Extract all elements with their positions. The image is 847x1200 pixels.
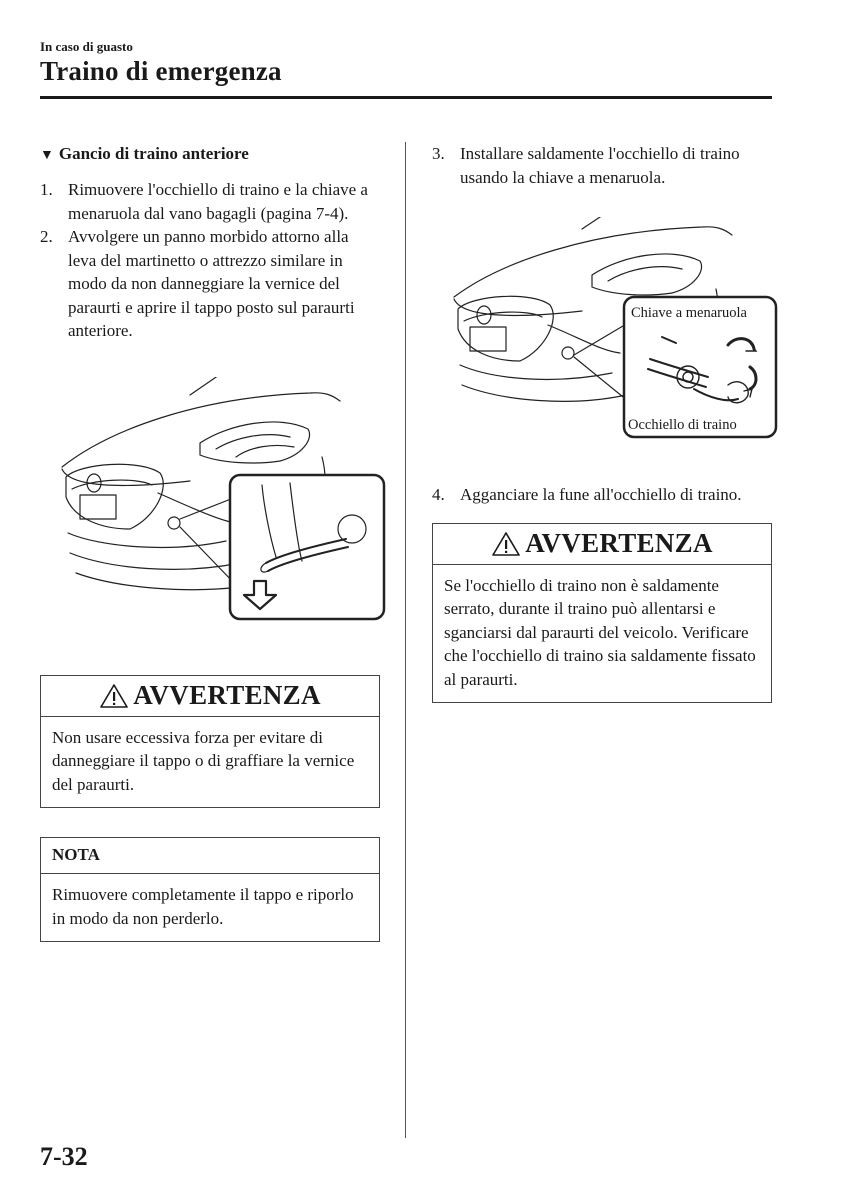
note-title: NOTA [41, 838, 379, 874]
warning-triangle-icon [491, 531, 521, 557]
warning-text: Se l'occhiello di traino non è saldamente serrato, durante il traino può allentarsi e sganciarsi dal paraurti del veicolo. Verificare che l'occhiello di traino sia saldamente fissato al paraurti. [444, 575, 756, 689]
triangle-down-icon: ▼ [40, 148, 54, 163]
column-divider [405, 142, 406, 1138]
warning-title: AVVERTENZA [133, 680, 321, 710]
list-item [432, 483, 772, 507]
tow-eye-label: Occhiello di traino [628, 417, 737, 433]
step-text: Agganciare la fune all'occhiello di traino. [460, 485, 742, 504]
subheading-text: Gancio di traino anteriore [58, 144, 249, 163]
step-number: 3. [432, 144, 445, 163]
left-column [40, 142, 380, 942]
warning-box [432, 523, 772, 704]
page-title: Traino di emergenza [40, 56, 282, 86]
right-column [432, 142, 772, 703]
step-text: Installare saldamente l'occhiello di traino usando la chiave a menaruola. [460, 144, 740, 187]
list-item [40, 225, 380, 343]
step-number: 1. [40, 180, 53, 199]
note-box [40, 837, 380, 942]
bumper-cap-illustration [40, 377, 380, 643]
warning-header [41, 676, 379, 717]
list-item [40, 178, 380, 225]
list-item [432, 142, 772, 189]
step-number: 4. [432, 485, 445, 504]
step-text: Rimuovere l'occhiello di traino e la chiave a menaruola dal vano bagagli (pagina 7-4). [68, 180, 368, 223]
warning-box [40, 675, 380, 809]
note-text: Rimuovere completamente il tappo e riporlo in modo da non perderlo. [52, 885, 354, 928]
warning-text: Non usare eccessiva forza per evitare di danneggiare il tappo o di graffiare la vernice del paraurti. [52, 727, 355, 794]
wrench-label: Chiave a menaruola [631, 305, 747, 321]
step-number: 2. [40, 227, 53, 246]
step-text: Avvolgere un panno morbido attorno alla leva del martinetto o attrezzo similare in modo da non danneggiare la vernice del paraurti e aprire il tappo posto sul paraurti anteriore. [68, 227, 355, 340]
steps-list [432, 142, 772, 189]
steps-list [432, 483, 772, 507]
subheading [40, 142, 380, 168]
page-number: 7-32 [40, 1142, 88, 1171]
title-rule [40, 96, 772, 99]
tow-eye-illustration [432, 217, 772, 463]
car-front-bumper-cap-icon [40, 377, 386, 643]
warning-title: AVVERTENZA [525, 528, 713, 558]
warning-header [433, 524, 771, 565]
steps-list [40, 178, 380, 343]
warning-triangle-icon [99, 683, 129, 709]
section-label: In caso di guasto [40, 39, 133, 54]
